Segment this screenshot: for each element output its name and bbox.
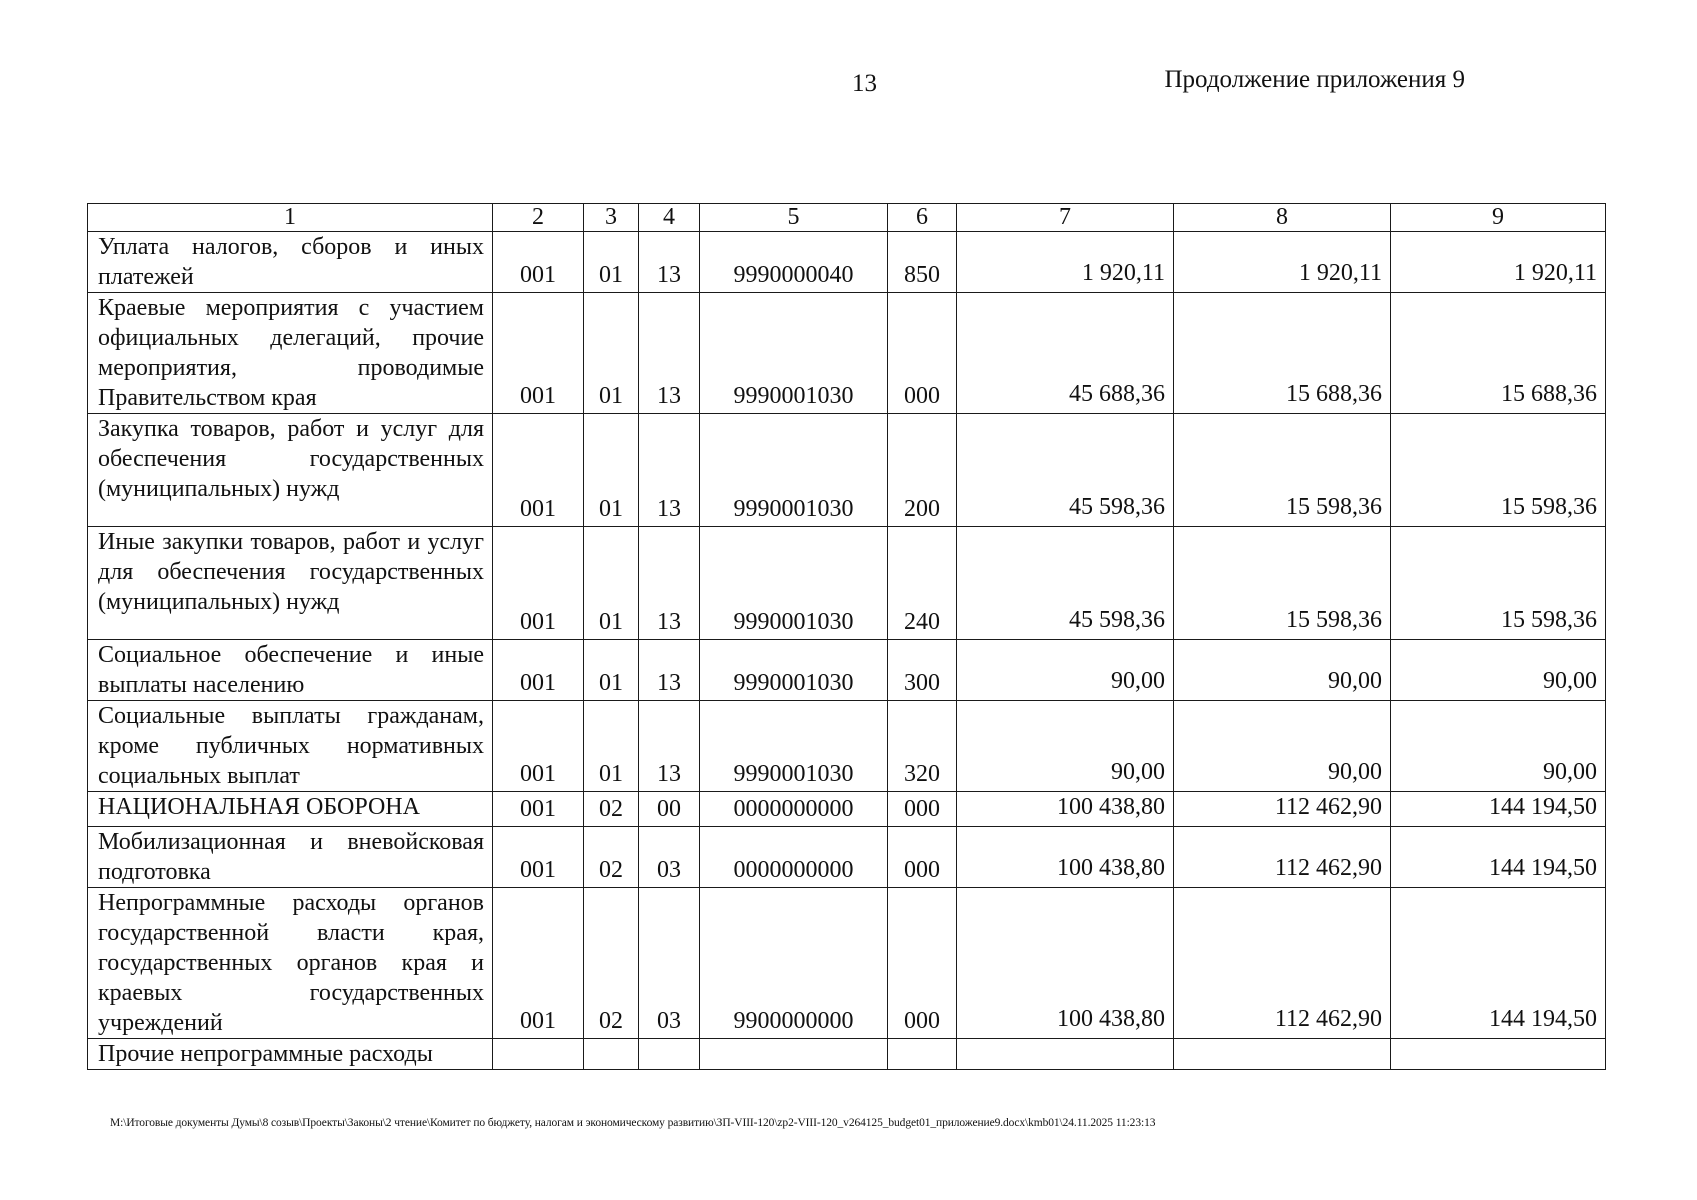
footer-file-path: M:\Итоговые документы Думы\8 созыв\Проекты\Законы\2 чтение\Комитет по бюджету, налогам и экономическому развитию\ЗП-VIII-120\zp2-VIII-120_v264125_budget01_приложение9.docx\kmb01\24.11.2025 11:23:13 (110, 1117, 1156, 1129)
page-number: 13 (852, 70, 877, 97)
row-code-c2: 001 (493, 792, 584, 827)
row-code-c6: 000 (888, 792, 957, 827)
table-row (88, 792, 1606, 827)
row-code-c4: 13 (639, 701, 700, 792)
row-amount-v8: 90,00 (1174, 640, 1391, 701)
column-header-8: 8 (1174, 204, 1391, 232)
row-code-c6: 000 (888, 827, 957, 888)
row-amount-v8: 112 462,90 (1174, 888, 1391, 1039)
row-code-c2: 001 (493, 414, 584, 527)
row-amount-v8: 15 598,36 (1174, 414, 1391, 527)
row-amount-v8: 15 688,36 (1174, 293, 1391, 414)
row-code-c5: 9990000040 (700, 232, 888, 293)
column-header-3: 3 (584, 204, 639, 232)
row-amount-v7: 45 598,36 (957, 527, 1174, 640)
row-name: Непрограммные расходы органов государственной власти края, государственных органов края и краевых государственных учреждений (88, 888, 493, 1039)
table-row (88, 293, 1606, 414)
table-row (88, 701, 1606, 792)
row-code-c4: 13 (639, 293, 700, 414)
row-code-c2 (493, 1039, 584, 1070)
row-name: Социальное обеспечение и иные выплаты населению (88, 640, 493, 701)
row-code-c3: 02 (584, 792, 639, 827)
row-code-c3: 01 (584, 701, 639, 792)
column-header-1: 1 (88, 204, 493, 232)
row-amount-v7: 90,00 (957, 701, 1174, 792)
row-code-c3: 01 (584, 293, 639, 414)
row-name: Мобилизационная и вневойсковая подготовка (88, 827, 493, 888)
row-code-c3: 01 (584, 414, 639, 527)
row-code-c2: 001 (493, 827, 584, 888)
row-amount-v8 (1174, 1039, 1391, 1070)
row-amount-v8: 112 462,90 (1174, 792, 1391, 827)
row-code-c4: 13 (639, 527, 700, 640)
row-code-c4: 13 (639, 640, 700, 701)
row-code-c5: 9990001030 (700, 293, 888, 414)
row-code-c6: 300 (888, 640, 957, 701)
row-code-c5: 9990001030 (700, 527, 888, 640)
row-amount-v9: 90,00 (1391, 701, 1606, 792)
row-code-c2: 001 (493, 701, 584, 792)
row-code-c4: 00 (639, 792, 700, 827)
table-row (88, 414, 1606, 527)
column-header-7: 7 (957, 204, 1174, 232)
budget-table (87, 203, 1606, 1070)
table-row (88, 527, 1606, 640)
row-code-c2: 001 (493, 640, 584, 701)
row-code-c6: 320 (888, 701, 957, 792)
header-row (88, 204, 1606, 232)
row-amount-v7: 100 438,80 (957, 827, 1174, 888)
row-amount-v8: 15 598,36 (1174, 527, 1391, 640)
row-amount-v9: 144 194,50 (1391, 792, 1606, 827)
row-amount-v9: 90,00 (1391, 640, 1606, 701)
table-row (88, 1039, 1606, 1070)
table-row (88, 888, 1606, 1039)
row-name: НАЦИОНАЛЬНАЯ ОБОРОНА (88, 792, 493, 827)
row-amount-v7 (957, 1039, 1174, 1070)
table-row (88, 827, 1606, 888)
row-amount-v7: 100 438,80 (957, 792, 1174, 827)
row-name: Краевые мероприятия с участием официальных делегаций, прочие мероприятия, проводимые Правительством края (88, 293, 493, 414)
row-code-c2: 001 (493, 888, 584, 1039)
row-name: Закупка товаров, работ и услуг для обеспечения государственных (муниципальных) нужд (88, 414, 493, 527)
row-amount-v7: 90,00 (957, 640, 1174, 701)
row-amount-v7: 45 688,36 (957, 293, 1174, 414)
row-amount-v7: 1 920,11 (957, 232, 1174, 293)
row-code-c5: 9990001030 (700, 414, 888, 527)
row-amount-v8: 1 920,11 (1174, 232, 1391, 293)
column-header-2: 2 (493, 204, 584, 232)
row-code-c5 (700, 1039, 888, 1070)
row-code-c6: 000 (888, 293, 957, 414)
row-code-c2: 001 (493, 527, 584, 640)
row-code-c6: 240 (888, 527, 957, 640)
row-code-c6: 850 (888, 232, 957, 293)
row-code-c3: 01 (584, 640, 639, 701)
row-amount-v9: 1 920,11 (1391, 232, 1606, 293)
row-amount-v9: 144 194,50 (1391, 827, 1606, 888)
row-amount-v9 (1391, 1039, 1606, 1070)
table-body (88, 232, 1606, 1070)
row-amount-v9: 15 688,36 (1391, 293, 1606, 414)
row-code-c4: 13 (639, 232, 700, 293)
row-code-c3: 02 (584, 827, 639, 888)
row-code-c4: 03 (639, 888, 700, 1039)
row-code-c5: 9900000000 (700, 888, 888, 1039)
column-header-5: 5 (700, 204, 888, 232)
row-code-c3: 01 (584, 527, 639, 640)
row-code-c6: 200 (888, 414, 957, 527)
row-amount-v9: 15 598,36 (1391, 527, 1606, 640)
row-name: Прочие непрограммные расходы (88, 1039, 493, 1070)
row-code-c4: 13 (639, 414, 700, 527)
row-code-c4: 03 (639, 827, 700, 888)
row-code-c4 (639, 1039, 700, 1070)
row-amount-v9: 15 598,36 (1391, 414, 1606, 527)
row-amount-v8: 90,00 (1174, 701, 1391, 792)
column-header-6: 6 (888, 204, 957, 232)
row-amount-v9: 144 194,50 (1391, 888, 1606, 1039)
row-amount-v7: 45 598,36 (957, 414, 1174, 527)
row-code-c3: 02 (584, 888, 639, 1039)
row-name: Иные закупки товаров, работ и услуг для обеспечения государственных (муниципальных) нужд (88, 527, 493, 640)
row-code-c6 (888, 1039, 957, 1070)
row-code-c5: 0000000000 (700, 827, 888, 888)
row-code-c5: 0000000000 (700, 792, 888, 827)
row-code-c5: 9990001030 (700, 640, 888, 701)
row-code-c5: 9990001030 (700, 701, 888, 792)
row-code-c3 (584, 1039, 639, 1070)
row-name: Уплата налогов, сборов и иных платежей (88, 232, 493, 293)
row-code-c2: 001 (493, 232, 584, 293)
row-code-c6: 000 (888, 888, 957, 1039)
row-name: Социальные выплаты гражданам, кроме публичных нормативных социальных выплат (88, 701, 493, 792)
table-row (88, 640, 1606, 701)
row-amount-v7: 100 438,80 (957, 888, 1174, 1039)
appendix-label: Продолжение приложения 9 (1164, 66, 1465, 93)
row-code-c3: 01 (584, 232, 639, 293)
column-header-4: 4 (639, 204, 700, 232)
table-row (88, 232, 1606, 293)
row-code-c2: 001 (493, 293, 584, 414)
column-header-9: 9 (1391, 204, 1606, 232)
row-amount-v8: 112 462,90 (1174, 827, 1391, 888)
